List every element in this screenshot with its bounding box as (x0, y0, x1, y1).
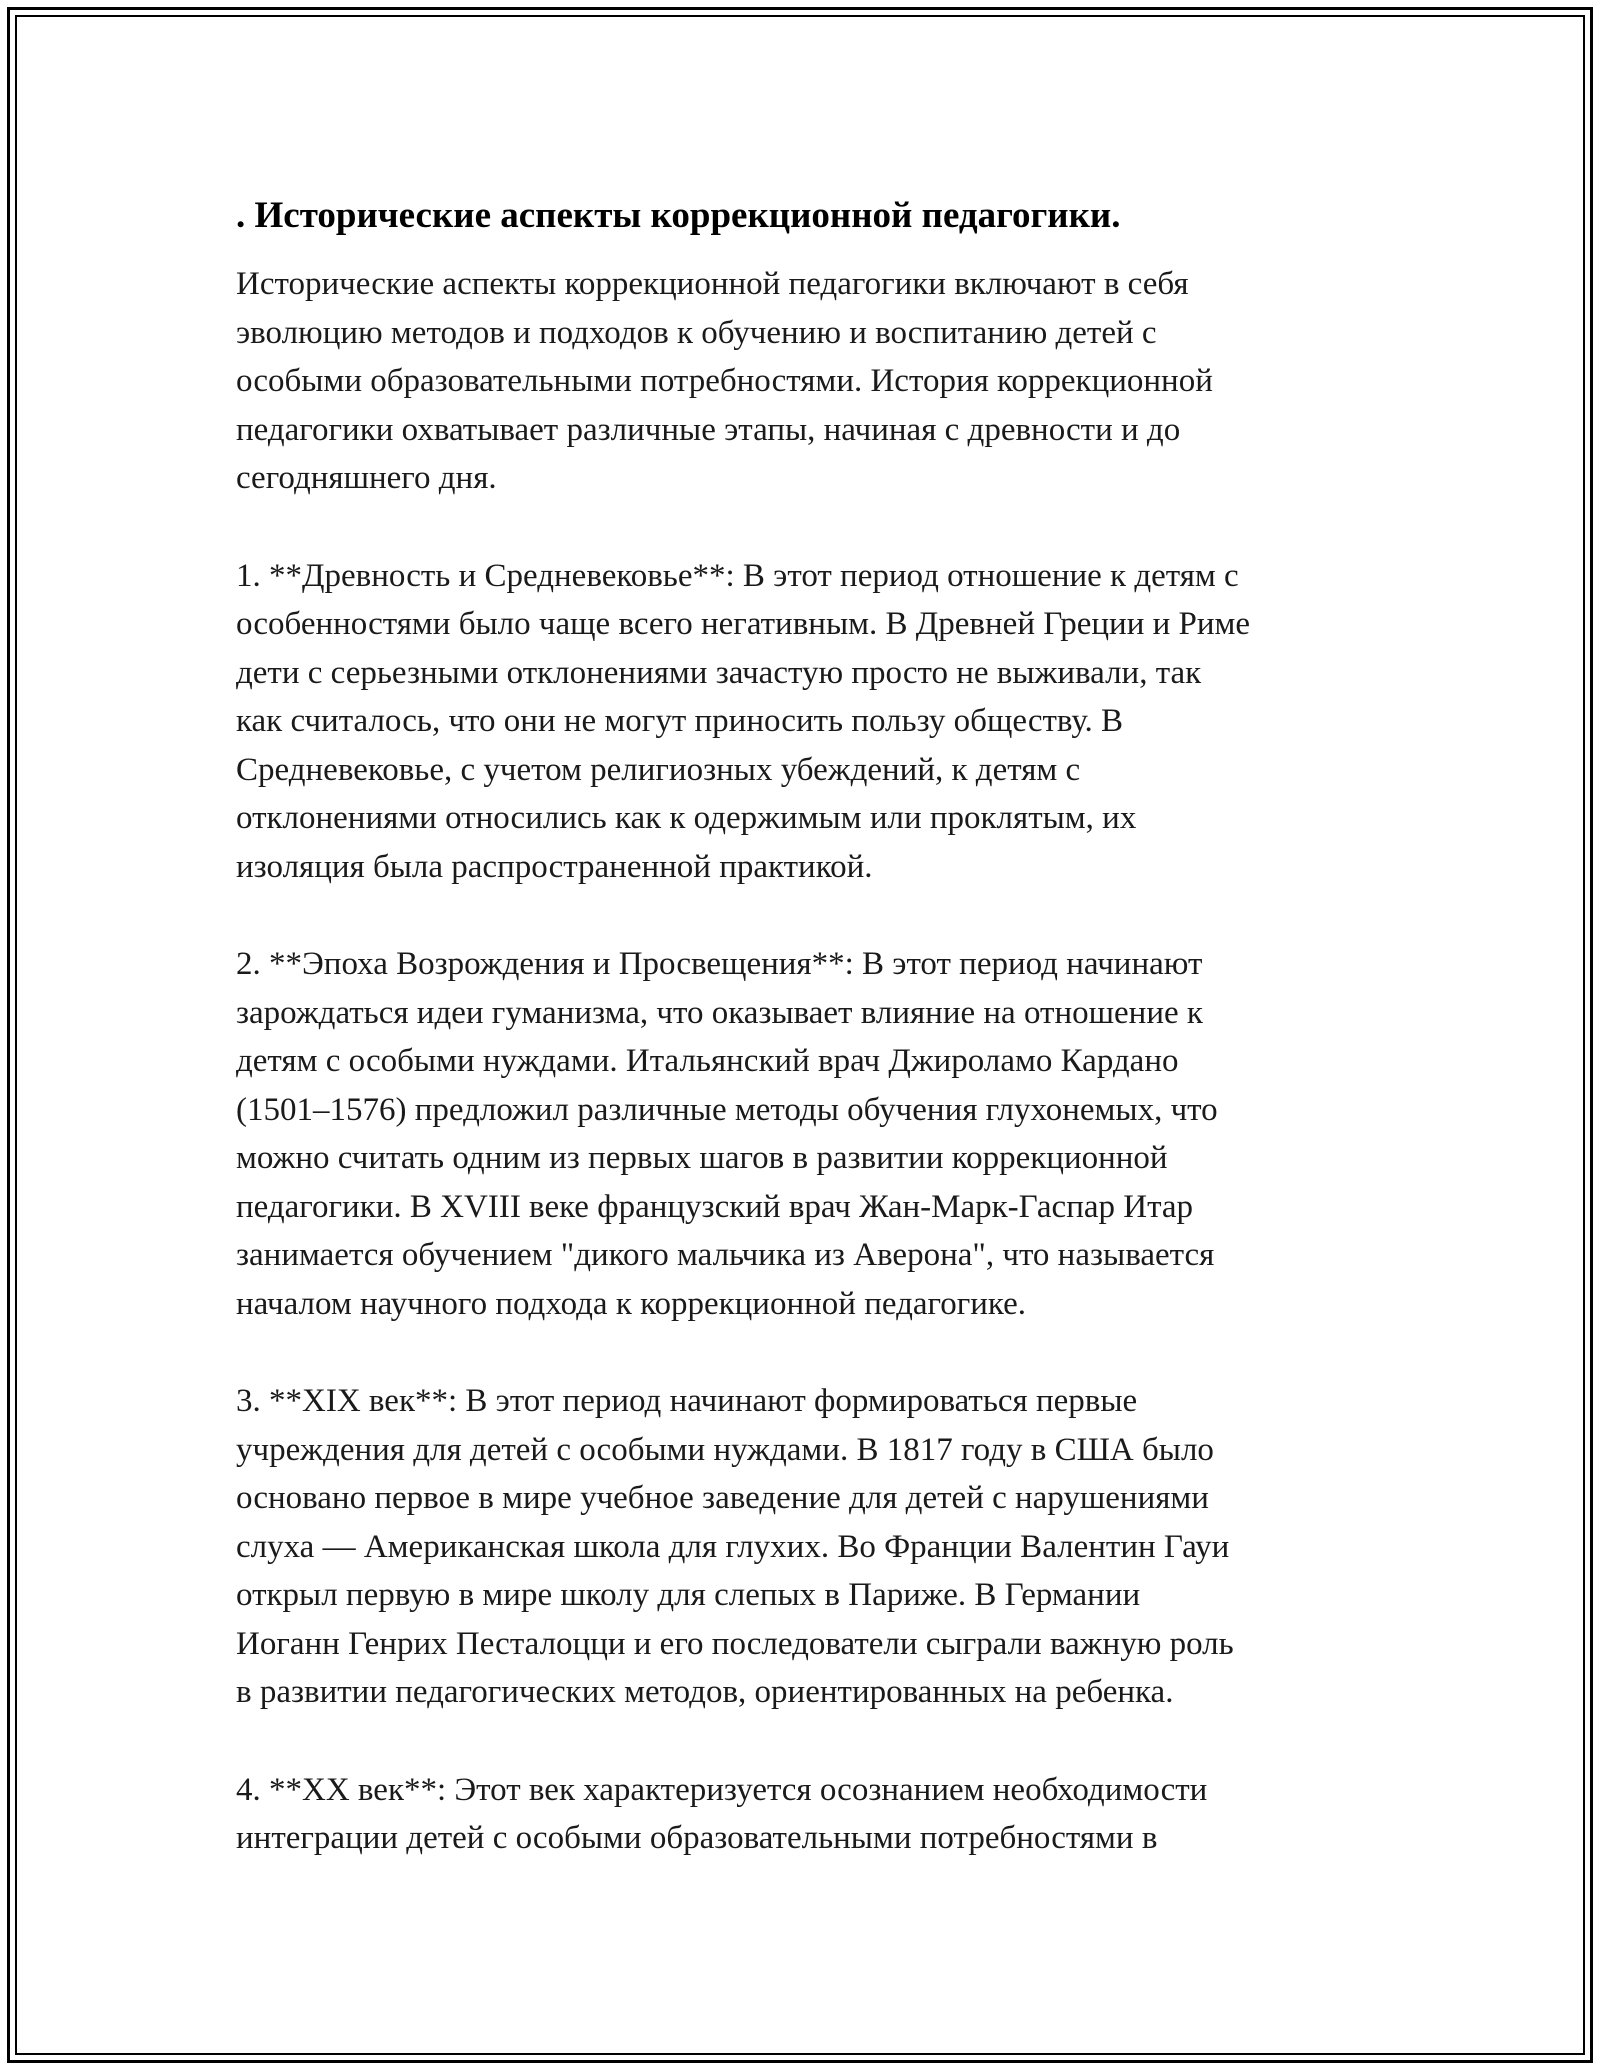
paragraph-line: Средневековье, с учетом религиозных убеждений, к детям с (236, 751, 1081, 788)
paragraph-line: можно считать одним из первых шагов в развитии коррекционной (236, 1140, 1168, 1176)
section-3-paragraph (236, 1377, 1386, 1717)
paragraph-line: эволюцию методов и подходов к обучению и воспитанию детей с (236, 314, 1157, 351)
paragraph-line: (1501–1576) предложил различные методы обучения глухонемых, что (236, 1091, 1218, 1128)
paragraph-line: открыл первую в мире школу для слепых в Париже. В Германии (236, 1577, 1141, 1613)
paragraph-line: основано первое в мире учебное заведение для детей с нарушениями (236, 1480, 1209, 1516)
paragraph-line: особыми образовательными потребностями. История коррекционной (236, 363, 1213, 399)
section-1-paragraph (236, 552, 1386, 892)
paragraph-line: 4. **XX век**: Этот век характеризуется осознанием необходимости (236, 1771, 1208, 1808)
paragraph-line: детям с особыми нуждами. Итальянский врач Джироламо Кардано (236, 1043, 1179, 1079)
paragraph-line: изоляция была распространенной практикой. (236, 848, 873, 885)
document-title: . Исторические аспекты коррекционной педагогики. (236, 195, 1121, 236)
paragraph-line: особенностями было чаще всего негативным. В Древней Греции и Риме (236, 606, 1251, 642)
paragraph-line: занимается обучением "дикого мальчика из Аверона", что называется (236, 1237, 1215, 1273)
paragraph-line: в развитии педагогических методов, ориентированных на ребенка. (236, 1674, 1174, 1710)
paragraph-line: дети с серьезными отклонениями зачастую просто не выживали, так (236, 654, 1202, 691)
intro-paragraph (236, 260, 1386, 503)
paragraph-line: слуха — Американская школа для глухих. Во Франции Валентин Гауи (236, 1528, 1230, 1565)
paragraph-line: педагогики. В XVIII веке французский врач Жан-Марк-Гаспар Итар (236, 1188, 1194, 1225)
paragraph-line: 3. **XIX век**: В этот период начинают формироваться первые (236, 1383, 1138, 1419)
paragraph-line: Иоганн Генрих Песталоцци и его последователи сыграли важную роль (236, 1625, 1234, 1662)
paragraph-line: зарождаться идеи гуманизма, что оказывает влияние на отношение к (236, 994, 1203, 1031)
paragraph-line: сегодняшнего дня. (236, 460, 497, 496)
paragraph-line: Исторические аспекты коррекционной педагогики включают в себя (236, 266, 1189, 302)
section-2-paragraph (236, 940, 1386, 1328)
paragraph-line: интеграции детей с особыми образовательными потребностями в (236, 1820, 1158, 1856)
section-4-paragraph (236, 1766, 1386, 1863)
paragraph-line: 1. **Древность и Средневековье**: В этот период отношение к детям с (236, 557, 1239, 594)
paragraph-line: учреждения для детей с особыми нуждами. В 1817 году в США было (236, 1431, 1214, 1468)
document-body (236, 180, 1386, 1912)
paragraph-line: как считалось, что они не могут приносить пользу обществу. В (236, 703, 1124, 739)
paragraph-line: 2. **Эпоха Возрождения и Просвещения**: В этот период начинают (236, 946, 1203, 982)
paragraph-line: педагогики охватывает различные этапы, начиная с древности и до (236, 411, 1181, 448)
paragraph-line: началом научного подхода к коррекционной педагогике. (236, 1285, 1027, 1322)
paragraph-line: отклонениями относились как к одержимым или проклятым, их (236, 800, 1137, 836)
